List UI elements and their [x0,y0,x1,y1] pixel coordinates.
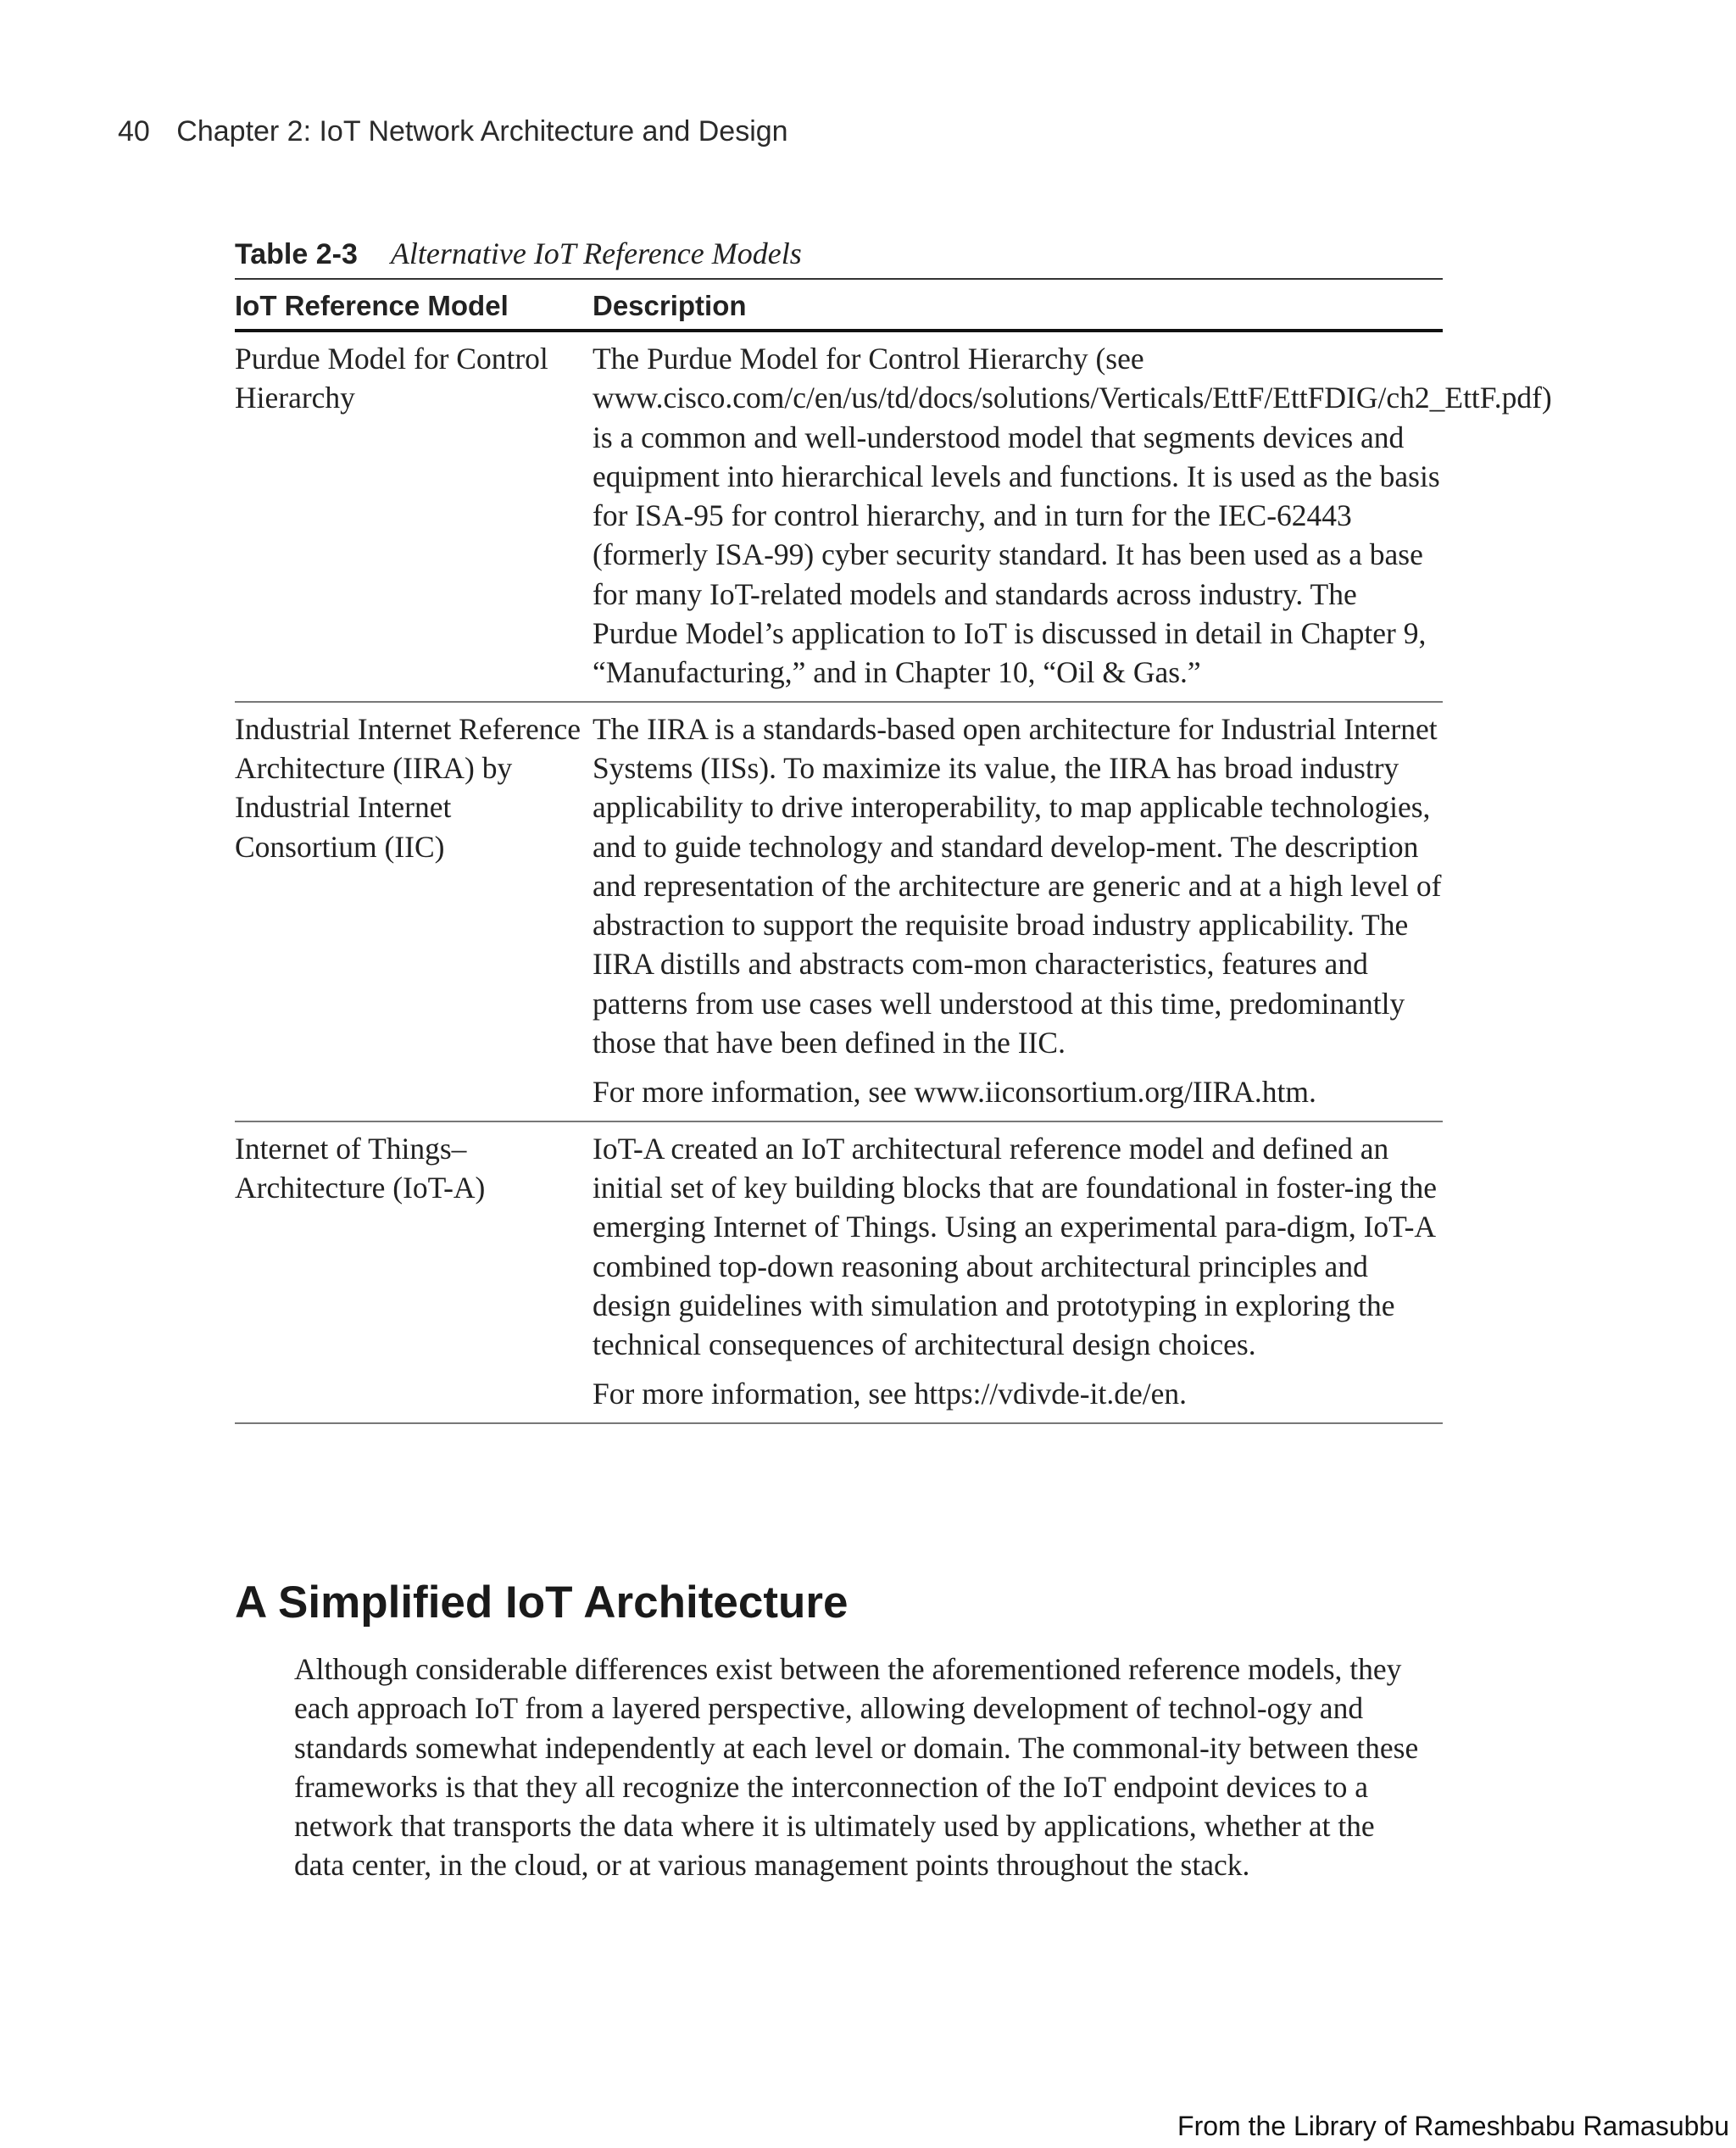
model-name: Internet of Things–Architecture (IoT-A) [235,1121,593,1423]
section-heading: A Simplified IoT Architecture [235,1578,849,1628]
table-caption [235,236,1443,271]
body-paragraph: Although considerable differences exist between the aforementioned reference models, they each approach IoT from a layered perspective, allowing development of technol-ogy and standards somewhat independently at each level or domain. The commonal-ity between these frameworks is that they all recognize the interconnection of the IoT endpoint devices to a network that transports the data where it is ultimately used by applications, whether at the data center, in the cloud, or at various management points throughout the stack. [294,1652,1419,1883]
column-header-description: Description [593,279,1443,331]
table-row [235,1121,1443,1423]
more-info-text: For more information, see www.iiconsortium.org/IIRA.htm. [593,1075,1316,1110]
model-name: Industrial Internet Reference Architecture (IIRA) by Industrial Internet Consortium (IIC) [235,702,593,1121]
library-footer: From the Library of Rameshbabu Ramasubbu [1177,2111,1729,2141]
table-header-row [235,279,1443,331]
column-header-model: IoT Reference Model [235,279,593,331]
table-row [235,331,1443,702]
table-label: Table 2-3 [235,238,358,270]
description-paragraph: The IIRA is a standards-based open architecture for Industrial Internet Systems (IISs). To maximize its value, the IIRA has broad industry applicability to drive interoperability, to map applicable technologies, and to guide technology and standard develop-ment. The description and representation of the architecture are generic and at a high level of abstraction to support the requisite broad industry applicability. The IIRA distills and abstracts com-mon characteristics, features and patterns from use cases well understood at this time, predominantly those that have been defined in the IIC. [593,711,1442,1060]
table-row [235,702,1443,1121]
description-paragraph: IoT-A created an IoT architectural reference model and defined an initial set of key building blocks that are foundational in foster-ing the emerging Internet of Things. Using an experimental para-digm, IoT-A combined top-down reasoning about architectural principles and design guidelines with simulation and prototyping in exploring the technical consequences of architectural design choices. [593,1131,1438,1362]
reference-models-table [235,278,1552,1424]
model-description [593,331,1552,702]
page-number: 40 [118,115,150,147]
model-description [593,702,1443,1121]
table-title: Alternative IoT Reference Models [390,237,802,270]
running-head [118,115,788,148]
chapter-title: Chapter 2: IoT Network Architecture and Design [176,115,788,147]
description-paragraph: The Purdue Model for Control Hierarchy (see www.cisco.com/c/en/us/td/docs/solutions/Verticals/EttF/EttFDIG/ch2_EttF.pdf) is a common and well-understood model that segments devices and equipment into hierarchical levels and functions. It is used as the basis for ISA-95 for control hierarchy, and in turn for the IEC-62443 (formerly ISA-99) cyber security standard. It has been used as a base for many IoT-related models and standards across industry. The Purdue Model’s application to IoT is discussed in detail in Chapter 9, “Manufacturing,” and in Chapter 10, “Oil & Gas.” [593,342,1552,690]
model-name: Purdue Model for Control Hierarchy [235,331,593,702]
model-description [593,1121,1443,1423]
more-info-text: For more information, see https://vdivde-it.de/en. [593,1377,1187,1411]
